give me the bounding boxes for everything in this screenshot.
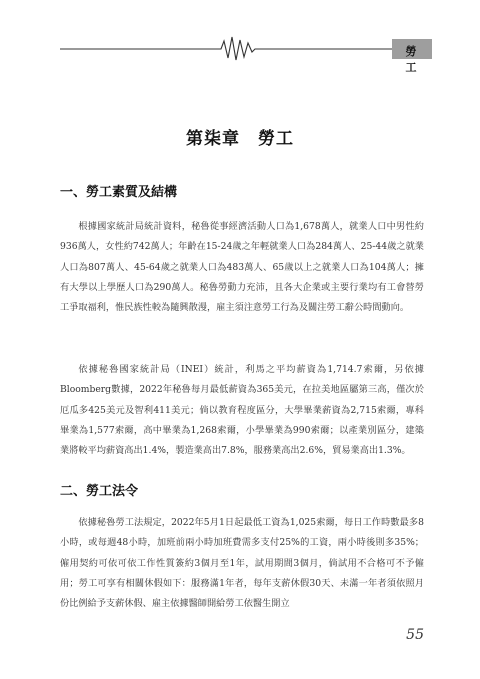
paragraph: 依據秘魯國家統計局（INEI）統計，利馬之平均薪資為1,714.7索爾，另依據Bloomberg數據，2022年秘魯每月最低薪資為365美元，在拉美地區屬第三高，僅次於厄瓜多425美元及智利411美元；倘以教育程度區分，大學畢業薪資為2,715索爾，專科畢業為1,577索爾，高中畢業為1,268索爾，小學畢業為990索爾；以產業別區分，建築業將較平均薪資高出1.4%，製造業高出7.8%，服務業高出2.6%，貿易業高出1.3%。 — [60, 364, 424, 457]
section-label: 勞 工 — [405, 45, 421, 74]
running-header — [0, 30, 480, 74]
paragraph: 依據秘魯勞工法規定，2022年5月1日起最低工資為1,025索爾，每日工作時數最多8小時，或每週48小時，加班前兩小時加班費需多支付25%的工資，兩小時後則多35%；僱用契約可依可依工作性質簽約3個月至1年，試用期間3個月，倘試用不合格可不予僱用；勞工可享有相關休假如下：服務滿1年者，每年支薪休假30天、未滿一年者須依照月份比例給予支薪休假、雇主依據醫師開給勞工依醫生開立 — [60, 517, 424, 610]
section-heading: 二、勞工法令 — [60, 484, 139, 499]
paragraph: 根據國家統計局統計資料，秘魯從事經濟活動人口為1,678萬人，就業人口中男性約936萬人，女性約742萬人；年齡在15-24歲之年輕就業人口為284萬人、25-44歲之就業人口為807萬人、45-64歲之就業人口為483萬人、65歲以上之就業人口為104萬人；擁有大學以上學歷人口為290萬人。秘魯勞動力充沛，且各大企業或主要行業均有工會替勞工爭取福利，惟民族性較為隨興散漫，雇主須注意勞工行為及關注勞工辭公時間動向。 — [60, 221, 424, 314]
page-number: 55 — [406, 627, 424, 643]
chapter-title: 第柒章 勞工 — [186, 129, 294, 149]
section-heading: 一、勞工素質及結構 — [60, 185, 178, 200]
